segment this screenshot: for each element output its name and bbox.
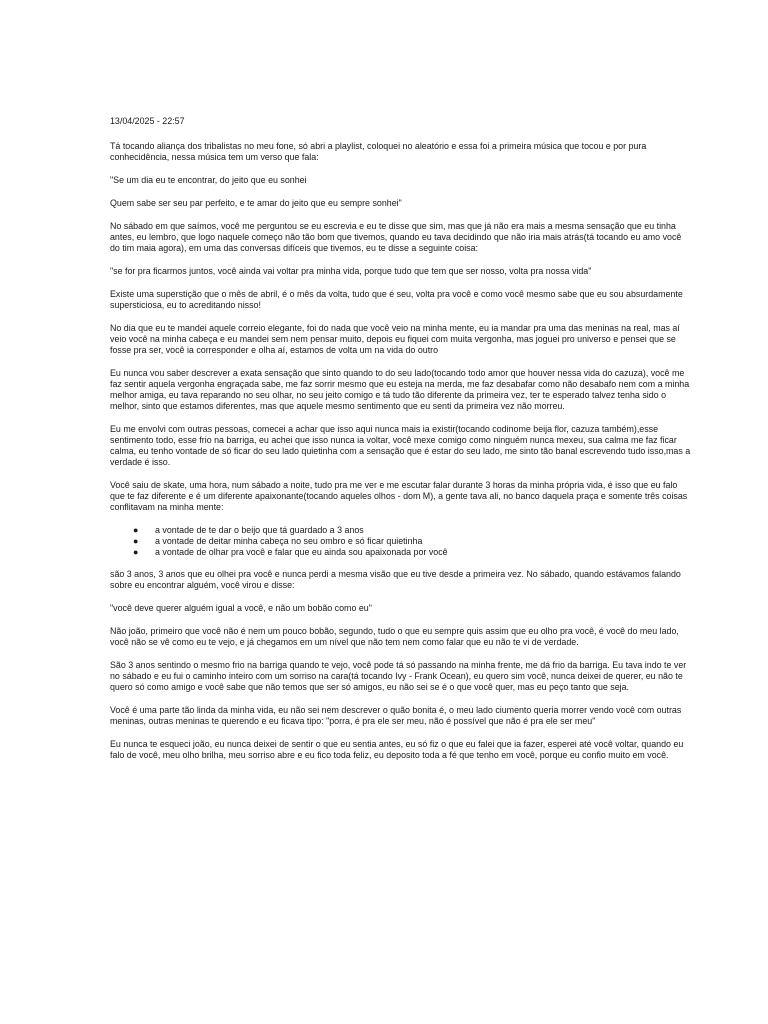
- paragraph: Existe uma superstição que o mês de abril, é o mês da volta, tudo que é seu, volta pra você e como você mesmo sabe que eu sou absurdamente supersticiosa, eu to acreditando nisso!: [110, 289, 683, 310]
- list-item: [133, 525, 692, 536]
- quote: "você deve querer alguém igual a você, e não um bobão como eu": [110, 603, 372, 613]
- paragraph: Você é uma parte tão linda da minha vida, eu não sei nem descrever o quão bonita é, o meu lado ciumento queria morrer vendo você com outras meninas, outras meninas te querendo e eu ficava tipo: "porra, é pra ele ser meu, não é possível que não é pra ele ser meu": [110, 705, 682, 726]
- paragraph: Eu nunca te esqueci joão, eu nunca deixei de sentir o que eu sentia antes, eu só fiz o que eu falei que ia fazer, esperei até você voltar, quando eu falo de você, meu olho brilha, meu sorriso abre e eu fico toda feliz, eu deposito toda a fé que tenho em você, porque eu confio muito em você.: [110, 739, 684, 760]
- list-item: [133, 547, 692, 558]
- paragraph: Tá tocando aliança dos tribalistas no meu fone, só abri a playlist, coloquei no aleatório e essa foi a primeira música que tocou e por pura conhecidência, nessa música tem um verso que fala:: [110, 141, 647, 162]
- bullet-icon: ●: [133, 525, 139, 535]
- paragraph: São 3 anos sentindo o mesmo frio na barriga quando te vejo, você pode tá só passando na minha frente, me dá frio da barriga. Eu tava indo te ver no sábado e eu fui o caminho inteiro com um sorriso na cara(tá tocando Ivy - Frank Ocean), eu quero sim você, nunca deixei de querer, eu não te quero só como amigo e você sabe que não temos que ser só amigos, eu não sei se é o que você quer, mas eu peço tanto que seja.: [110, 660, 687, 692]
- paragraph: Eu nunca vou saber descrever a exata sensação que sinto quando to do seu lado(tocando todo amor que houver nessa vida do cazuza), você me faz sentir aquela vergonha engraçada sabe, me faz sorrir mesmo que eu esteja na merda, me faz desabafar como não desabafo nem com a minha melhor amiga, eu tava reparando no seu olhar, no seu jeito comigo e tá tudo tão diferente da primeira vez, ter te esperado talvez tenha sido o melhor, sinto que estamos diferentes, mas que aquele mesmo sentimento que eu senti da primeira vez não morreu.: [110, 368, 690, 411]
- bullet-list: [110, 525, 692, 558]
- paragraph: são 3 anos, 3 anos que eu olhei pra você e nunca perdi a mesma visão que eu tive desde a primeira vez. No sábado, quando estávamos falando sobre eu encontrar alguém, você virou e disse:: [110, 569, 681, 590]
- paragraph: Eu me envolvi com outras pessoas, comecei a achar que isso aqui nunca mais ia existir(tocando codinome beija flor, cazuza também),esse sentimento todo, esse frio na barriga, eu achei que isso nunca ia voltar, você mexe comigo como ninguém nunca mexeu, sua calma me faz ficar calma, eu tenho vontade de só ficar do seu lado quietinha com a sensação que é estar do seu lado, me sinto tão banal escrevendo tudo isso,mas a verdade é isso.: [110, 424, 691, 467]
- bullet-icon: ●: [133, 547, 139, 557]
- paragraph: No sábado em que saímos, você me perguntou se eu escrevia e eu te disse que sim, mas que já não era mais a mesma sensação que eu tinha antes, eu lembro, que logo naquele começo não tão bom que tivemos, quando eu tava decidindo que não iria mais atrás(tá tocando eu amo você do tim maia agora), em uma das conversas difíceis que tivemos, eu te disse a seguinte coisa:: [110, 221, 682, 253]
- paragraph: No dia que eu te mandei aquele correio elegante, foi do nada que você veio na minha mente, eu ia mandar pra uma das meninas na real, mas aí veio você na minha cabeça e eu mandei sem nem pensar muito, depois eu fiquei com muita vergonha, mas joguei pro universo e pensei que se fosse pra ser, você ia corresponder e olha aí, estamos de volta um na vida do outro: [110, 323, 680, 355]
- list-item-text: a vontade de te dar o beijo que tá guardado a 3 anos: [155, 525, 364, 535]
- list-item-text: a vontade de olhar pra você e falar que eu ainda sou apaixonada por você: [155, 547, 448, 557]
- lyric-line: Quem sabe ser seu par perfeito, e te amar do jeito que eu sempre sonhei": [110, 198, 402, 208]
- lyric-line: "Se um dia eu te encontrar, do jeito que eu sonhei: [110, 175, 307, 185]
- list-item-text: a vontade de deitar minha cabeça no seu ombro e só ficar quietinha: [155, 536, 423, 546]
- paragraph: Você saiu de skate, uma hora, num sábado a noite, tudo pra me ver e me escutar falar durante 3 horas da minha própria vida, é isso que eu falo que te faz diferente e é um diferente apaixonante(tocando aqueles olhos - dom M), a gente tava ali, no banco daquela praça e somente três coisas conflitavam na minha mente:: [110, 480, 688, 512]
- quote: "se for pra ficarmos juntos, você ainda vai voltar pra minha vida, porque tudo que tem que ser nosso, volta pra nossa vida": [110, 266, 592, 276]
- paragraph: Não joão, primeiro que você não é nem um pouco bobão, segundo, tudo o que eu sempre quis assim que eu olho pra você, é você do meu lado, você não se vê como eu te vejo, e já chegamos em um nível que não tem nem como falar que eu não te vi de verdade.: [110, 626, 679, 647]
- bullet-icon: ●: [133, 536, 139, 546]
- list-item: [133, 536, 692, 547]
- document-date: 13/04/2025 - 22:57: [110, 116, 185, 126]
